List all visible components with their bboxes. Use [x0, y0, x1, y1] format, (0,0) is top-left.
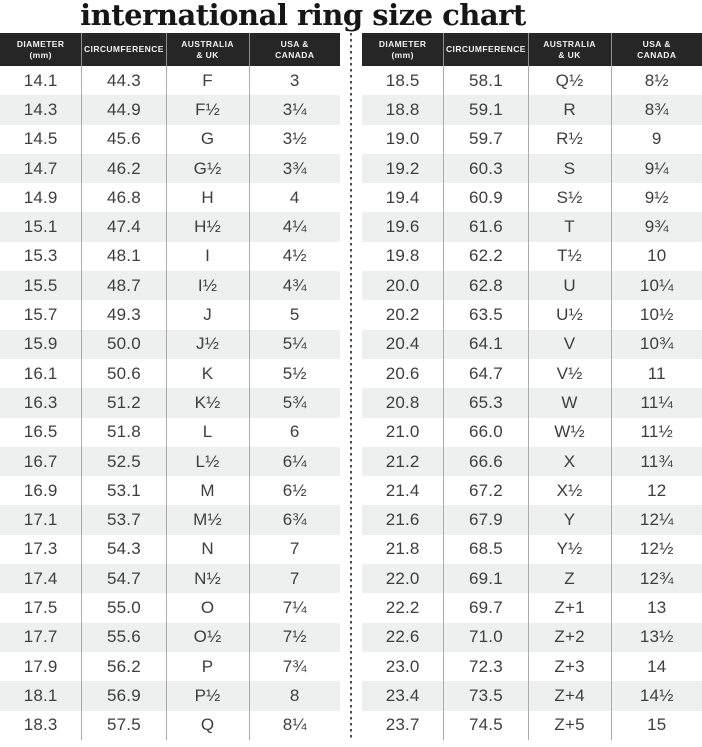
left-table-body — [0, 66, 340, 740]
cell: 20.6 — [362, 359, 444, 388]
cell: 12½ — [639, 539, 674, 559]
cell: M — [167, 476, 250, 505]
cell: 23.4 — [362, 681, 444, 710]
cell: 9¾ — [644, 217, 669, 237]
cell: 48.7 — [82, 271, 166, 300]
right-table-body — [362, 66, 702, 740]
cell: 44.9 — [82, 95, 166, 124]
cell: 71.0 — [444, 623, 528, 652]
cell: 50.6 — [82, 359, 166, 388]
cell: 56.2 — [82, 652, 166, 681]
cell: X½ — [529, 476, 612, 505]
cell: 68.5 — [444, 535, 528, 564]
column-header-circumference — [444, 33, 528, 66]
cell: G — [167, 125, 250, 154]
cell: S½ — [529, 183, 612, 212]
cell: 14 — [647, 656, 667, 676]
cell: 8¼ — [282, 715, 307, 735]
cell: Q — [167, 711, 250, 740]
cell: 10 — [647, 246, 667, 266]
table-row — [362, 681, 702, 710]
cell: X — [529, 447, 612, 476]
cell: 19.2 — [362, 154, 444, 183]
left-table-header — [0, 33, 340, 66]
cell: L½ — [167, 447, 250, 476]
cell: Y½ — [529, 535, 612, 564]
cell: 72.3 — [444, 652, 528, 681]
cell: T½ — [529, 242, 612, 271]
cell: 5¾ — [282, 392, 307, 412]
column-header-label: AUSTRALIA — [181, 39, 234, 49]
table-row — [362, 447, 702, 476]
column-header-label: AUSTRALIA — [543, 39, 596, 49]
column-header-usa-canada — [250, 33, 340, 66]
cell: J — [167, 300, 250, 329]
column-header-sublabel: (mm) — [391, 49, 414, 60]
column-header-label: DIAMETER — [16, 39, 65, 49]
cell: 15 — [647, 715, 667, 735]
cell: 23.0 — [362, 652, 444, 681]
cell: 7 — [289, 539, 300, 559]
cell: 64.1 — [444, 330, 528, 359]
cell: 22.6 — [362, 623, 444, 652]
table-row — [0, 183, 340, 212]
cell: S — [529, 154, 612, 183]
cell: F½ — [167, 95, 250, 124]
cell: 19.6 — [362, 212, 444, 241]
cell: 14.1 — [0, 66, 82, 95]
cell: 15.7 — [0, 300, 82, 329]
cell: 17.1 — [0, 505, 82, 534]
cell: N — [167, 535, 250, 564]
cell: Z+3 — [529, 652, 612, 681]
cell: J½ — [167, 330, 250, 359]
cell: 55.6 — [82, 623, 166, 652]
cell: 50.0 — [82, 330, 166, 359]
cell: 22.0 — [362, 564, 444, 593]
cell: 54.3 — [82, 535, 166, 564]
cell: 12 — [647, 480, 667, 500]
cell: 18.5 — [362, 66, 444, 95]
cell: 51.2 — [82, 388, 166, 417]
cell: 5 — [289, 305, 300, 325]
column-header-label: USA & — [280, 39, 309, 49]
cell: 59.7 — [444, 125, 528, 154]
cell: V — [529, 330, 612, 359]
table-row — [0, 505, 340, 534]
column-header-australia-uk — [529, 33, 612, 66]
column-header-sublabel: (mm) — [29, 49, 52, 60]
cell: F — [167, 66, 250, 95]
cell: 21.2 — [362, 447, 444, 476]
cell: O — [167, 593, 250, 622]
cell: 60.3 — [444, 154, 528, 183]
cell: 20.2 — [362, 300, 444, 329]
cell: 4¾ — [282, 275, 307, 295]
cell: G½ — [167, 154, 250, 183]
cell: 63.5 — [444, 300, 528, 329]
cell: 4½ — [282, 246, 307, 266]
column-header-diameter — [0, 33, 82, 66]
cell: Z+1 — [529, 593, 612, 622]
cell: 4¼ — [282, 217, 307, 237]
table-row — [362, 505, 702, 534]
cell: Z+5 — [529, 711, 612, 740]
cell: 67.2 — [444, 476, 528, 505]
cell: Q½ — [529, 66, 612, 95]
cell: H½ — [167, 212, 250, 241]
table-row — [362, 388, 702, 417]
cell: 8 — [289, 685, 300, 705]
column-header-label: CIRCUMFERENCE — [84, 44, 164, 55]
cell: 11¾ — [640, 451, 673, 471]
cell: 59.1 — [444, 95, 528, 124]
cell: 67.9 — [444, 505, 528, 534]
cell: O½ — [167, 623, 250, 652]
cell: 45.6 — [82, 125, 166, 154]
table-row — [362, 330, 702, 359]
cell: 12¾ — [639, 568, 674, 588]
cell: 69.1 — [444, 564, 528, 593]
cell: 11 — [647, 363, 666, 383]
cell: 21.0 — [362, 418, 444, 447]
cell: 62.2 — [444, 242, 528, 271]
table-row — [0, 271, 340, 300]
cell: 19.0 — [362, 125, 444, 154]
cell: 7¼ — [282, 597, 307, 617]
table-row — [362, 271, 702, 300]
cell: 14.5 — [0, 125, 82, 154]
table-row — [0, 447, 340, 476]
table-row — [0, 388, 340, 417]
cell: 18.3 — [0, 711, 82, 740]
cell: 16.7 — [0, 447, 82, 476]
column-header-label: USA & — [642, 39, 671, 49]
cell: 21.8 — [362, 535, 444, 564]
cell: 10½ — [639, 305, 674, 325]
table-row — [0, 418, 340, 447]
column-header-usa-canada — [612, 33, 702, 66]
cell: H — [167, 183, 250, 212]
cell: R — [529, 95, 612, 124]
table-row — [0, 359, 340, 388]
cell: U — [529, 271, 612, 300]
table-row — [0, 95, 340, 124]
column-header-diameter — [362, 33, 444, 66]
cell: 6¾ — [282, 510, 307, 530]
cell: P½ — [167, 681, 250, 710]
cell: 69.7 — [444, 593, 528, 622]
cell: W — [529, 388, 612, 417]
cell: 55.0 — [82, 593, 166, 622]
cell: 14.9 — [0, 183, 82, 212]
cell: 19.8 — [362, 242, 444, 271]
table-row — [362, 652, 702, 681]
cell: 9¼ — [644, 158, 669, 178]
cell: 44.3 — [82, 66, 166, 95]
cell: Z+2 — [529, 623, 612, 652]
cell: 14.7 — [0, 154, 82, 183]
cell: 13 — [647, 597, 667, 617]
cell: 11½ — [640, 422, 673, 442]
cell: Z+4 — [529, 681, 612, 710]
table-row — [0, 564, 340, 593]
cell: 16.3 — [0, 388, 82, 417]
cell: 64.7 — [444, 359, 528, 388]
cell: 52.5 — [82, 447, 166, 476]
cell: 22.2 — [362, 593, 444, 622]
table-row — [362, 564, 702, 593]
cell: 13½ — [639, 627, 674, 647]
cell: 3¼ — [282, 99, 307, 119]
table-row — [0, 300, 340, 329]
cell: 18.8 — [362, 95, 444, 124]
cell: 51.8 — [82, 418, 166, 447]
dotted-line — [350, 33, 353, 740]
cell: 3¾ — [282, 158, 307, 178]
table-row — [362, 95, 702, 124]
table-row — [0, 242, 340, 271]
cell: 4 — [289, 187, 300, 207]
table-row — [362, 418, 702, 447]
table-row — [0, 652, 340, 681]
column-header-sublabel: & UK — [558, 49, 581, 60]
table-row — [362, 154, 702, 183]
cell: 58.1 — [444, 66, 528, 95]
cell: 66.0 — [444, 418, 528, 447]
cell: 49.3 — [82, 300, 166, 329]
cell: L — [167, 418, 250, 447]
cell: 23.7 — [362, 711, 444, 740]
table-row — [0, 330, 340, 359]
cell: 7¾ — [282, 656, 307, 676]
cell: 7 — [289, 568, 300, 588]
cell: 21.4 — [362, 476, 444, 505]
cell: 74.5 — [444, 711, 528, 740]
table-row — [0, 154, 340, 183]
cell: 7½ — [282, 627, 307, 647]
cell: W½ — [529, 418, 612, 447]
table-row — [362, 212, 702, 241]
table-row — [362, 183, 702, 212]
cell: R½ — [529, 125, 612, 154]
table-row — [362, 476, 702, 505]
cell: 6 — [289, 422, 300, 442]
cell: 12¼ — [639, 510, 674, 530]
cell: 17.7 — [0, 623, 82, 652]
table-row — [0, 623, 340, 652]
table-row — [362, 711, 702, 740]
ring-size-chart — [0, 33, 702, 740]
column-header-label: DIAMETER — [378, 39, 427, 49]
cell: 11¼ — [640, 392, 673, 412]
column-header-sublabel: & UK — [196, 49, 219, 60]
cell: 17.4 — [0, 564, 82, 593]
cell: 8½ — [644, 70, 669, 90]
left-size-table — [0, 33, 340, 740]
column-header-circumference — [82, 33, 166, 66]
cell: U½ — [529, 300, 612, 329]
table-row — [0, 125, 340, 154]
cell: 16.5 — [0, 418, 82, 447]
cell: 10¾ — [639, 334, 674, 354]
cell: Z — [529, 564, 612, 593]
cell: Y — [529, 505, 612, 534]
cell: 47.4 — [82, 212, 166, 241]
cell: 46.8 — [82, 183, 166, 212]
cell: 57.5 — [82, 711, 166, 740]
column-header-sublabel: CANADA — [275, 49, 315, 60]
right-table-header — [362, 33, 702, 66]
cell: 65.3 — [444, 388, 528, 417]
dotted-divider — [340, 33, 362, 740]
cell: 56.9 — [82, 681, 166, 710]
cell: 66.6 — [444, 447, 528, 476]
cell: 6¼ — [282, 451, 307, 471]
table-row — [362, 535, 702, 564]
cell: K — [167, 359, 250, 388]
cell: 16.1 — [0, 359, 82, 388]
table-row — [0, 681, 340, 710]
cell: 15.1 — [0, 212, 82, 241]
cell: 16.9 — [0, 476, 82, 505]
cell: 19.4 — [362, 183, 444, 212]
cell: M½ — [167, 505, 250, 534]
cell: 17.9 — [0, 652, 82, 681]
cell: 5¼ — [282, 334, 307, 354]
cell: 20.0 — [362, 271, 444, 300]
table-row — [0, 66, 340, 95]
page-title: international ring size chart — [80, 0, 526, 32]
cell: 15.5 — [0, 271, 82, 300]
cell: 46.2 — [82, 154, 166, 183]
cell: 5½ — [282, 363, 307, 383]
table-row — [362, 242, 702, 271]
table-row — [362, 125, 702, 154]
table-row — [0, 535, 340, 564]
cell: 61.6 — [444, 212, 528, 241]
cell: 60.9 — [444, 183, 528, 212]
table-row — [362, 359, 702, 388]
table-row — [0, 212, 340, 241]
cell: 15.9 — [0, 330, 82, 359]
table-row — [362, 593, 702, 622]
cell: 9½ — [644, 187, 669, 207]
cell: 14.3 — [0, 95, 82, 124]
table-row — [0, 593, 340, 622]
cell: 48.1 — [82, 242, 166, 271]
table-row — [362, 300, 702, 329]
table-row — [0, 476, 340, 505]
cell: 3 — [289, 70, 300, 90]
cell: 18.1 — [0, 681, 82, 710]
cell: 3½ — [282, 129, 307, 149]
cell: 8¾ — [644, 99, 669, 119]
cell: 73.5 — [444, 681, 528, 710]
table-row — [0, 711, 340, 740]
column-header-australia-uk — [167, 33, 250, 66]
cell: I — [167, 242, 250, 271]
cell: 20.8 — [362, 388, 444, 417]
cell: N½ — [167, 564, 250, 593]
cell: 9 — [651, 129, 662, 149]
cell: 14½ — [639, 685, 674, 705]
cell: 10¼ — [639, 275, 674, 295]
right-size-table — [362, 33, 702, 740]
cell: 62.8 — [444, 271, 528, 300]
cell: I½ — [167, 271, 250, 300]
cell: 21.6 — [362, 505, 444, 534]
cell: 17.5 — [0, 593, 82, 622]
cell: 17.3 — [0, 535, 82, 564]
table-row — [362, 66, 702, 95]
table-row — [362, 623, 702, 652]
column-header-label: CIRCUMFERENCE — [446, 44, 526, 55]
cell: 6½ — [282, 480, 307, 500]
cell: P — [167, 652, 250, 681]
cell: 15.3 — [0, 242, 82, 271]
cell: K½ — [167, 388, 250, 417]
cell: V½ — [529, 359, 612, 388]
cell: T — [529, 212, 612, 241]
cell: 53.7 — [82, 505, 166, 534]
cell: 53.1 — [82, 476, 166, 505]
cell: 54.7 — [82, 564, 166, 593]
column-header-sublabel: CANADA — [637, 49, 677, 60]
cell: 20.4 — [362, 330, 444, 359]
